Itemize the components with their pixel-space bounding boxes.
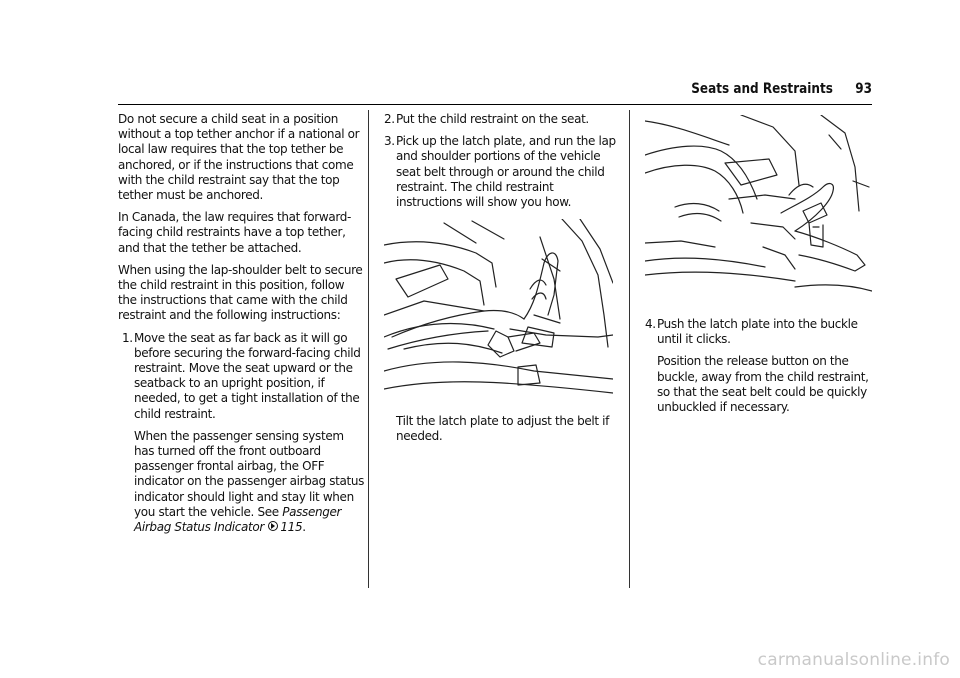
step-4 xyxy=(645,317,877,347)
step-2 xyxy=(384,112,616,127)
step-3-text: Pick up the latch plate, and run the lap and shoulder portions of the vehicle seat belt through or around the child restraint. The child restraint instructions will show you how. xyxy=(396,134,616,210)
airbag-status-link[interactable]: Passenger Airbag Status Indicator xyxy=(134,504,342,535)
column-divider-left xyxy=(368,110,369,588)
paragraph-canada: In Canada, the law requires that forward-facing child restraints have a top tether, and that the tether be attached. xyxy=(118,210,351,255)
step-1 xyxy=(122,331,366,422)
middle-column xyxy=(384,112,616,217)
step-2-number: 2. xyxy=(384,112,395,126)
step-1-note-text: When the passenger sensing system has turned off the front outboard passenger frontal airbag, the OFF indicator on the passenger airbag status indicator should light and stay lit when you start the vehicle. See xyxy=(134,428,365,519)
step-3-number: 3. xyxy=(384,134,395,149)
paragraph-top-tether: Do not secure a child seat in a position without a top tether anchor if a national or local law requires that the top tether be anchored, or if the instructions that come with the child restraint say that the top tether must be anchored. xyxy=(118,112,360,203)
step-3 xyxy=(384,134,616,210)
latch-plate-illustration xyxy=(384,219,613,403)
page-reference-number[interactable]: 115 xyxy=(280,520,303,535)
right-column xyxy=(645,317,877,422)
page-header xyxy=(638,78,872,100)
step-1-text: Move the seat as far back as it will go before securing the forward-facing child restraint. Move the seat upward or the seatback to an upright position, if needed, to get a tight installation of the child restraint. xyxy=(134,330,361,421)
page-number: 93 xyxy=(855,81,872,97)
step-2-text: Put the child restraint on the seat. xyxy=(396,112,589,126)
step-3-note-block xyxy=(396,414,616,451)
step-4-note: Position the release button on the buckle, away from the child restraint, so that the seat belt could be quickly unbuckled if necessary. xyxy=(657,354,869,415)
watermark: carmanualsonline.info xyxy=(757,650,950,670)
step-1-note xyxy=(134,429,366,535)
step-3-note: Tilt the latch plate to adjust the belt if needed. xyxy=(396,414,610,444)
step-1-note-period: . xyxy=(302,520,306,535)
step-1-number: 1. xyxy=(122,330,133,345)
column-divider-right xyxy=(629,110,630,588)
header-rule xyxy=(118,104,872,105)
step-4-text: Push the latch plate into the buckle until it clicks. xyxy=(657,317,858,347)
left-column xyxy=(118,112,366,542)
section-title: Seats and Restraints xyxy=(691,81,833,97)
page-reference-icon xyxy=(268,521,278,531)
buckle-illustration xyxy=(645,115,872,298)
step-4-number: 4. xyxy=(645,317,656,331)
paragraph-lap-shoulder: When using the lap-shoulder belt to secure the child restraint in this position, follow the instructions that came with the child restraint and the following instructions: xyxy=(118,262,363,323)
